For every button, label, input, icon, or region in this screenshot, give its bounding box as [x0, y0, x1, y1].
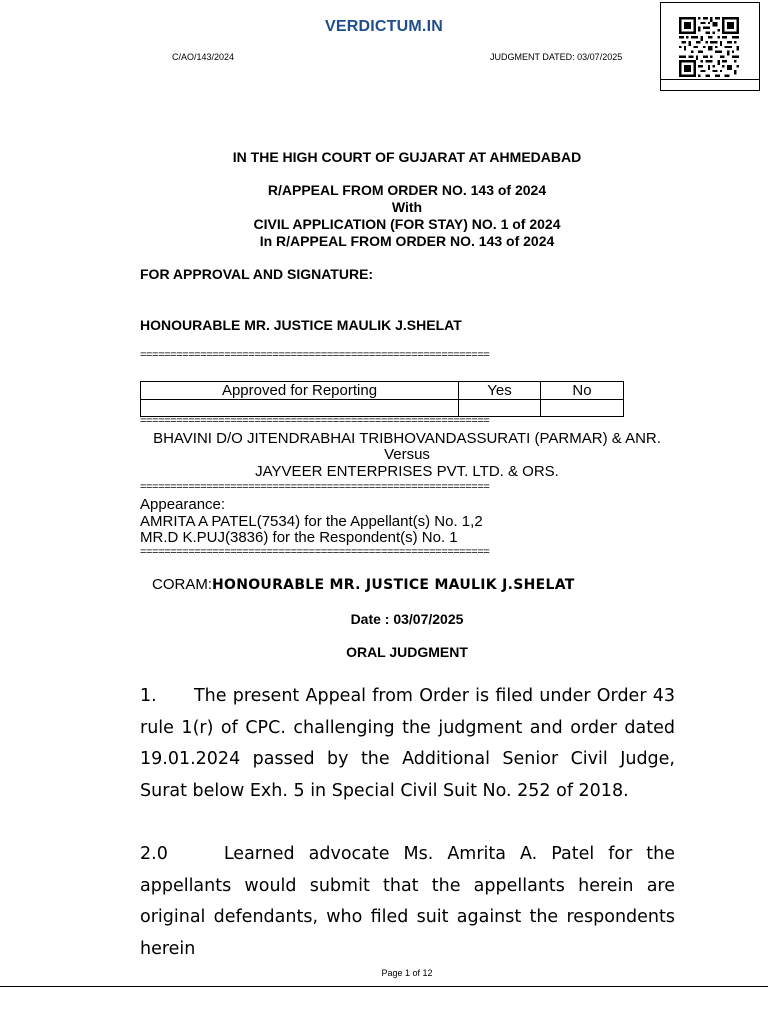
judgment-date: JUDGMENT DATED: 03/07/2025 — [490, 52, 623, 62]
appearance-label: Appearance: — [140, 496, 226, 513]
coram-label: CORAM: — [152, 576, 212, 593]
separator-rule: ========================================================== — [140, 547, 490, 558]
qr-box-divider — [661, 79, 759, 80]
respondent-party: JAYVEER ENTERPRISES PVT. LTD. & ORS. — [255, 463, 559, 480]
paragraph-1: 1. The present Appeal from Order is filed under Order 43 rule 1(r) of CPC. challenging the judgment and order dated 19.01.2024 passed by the Additional Senior Civil Judge, Surat below Exh. 5 in Special Civil Suit No. 252 of 2018. — [140, 686, 675, 801]
site-brand: VERDICTUM.IN — [325, 18, 443, 35]
footer-rule — [0, 986, 768, 987]
judgment-date-line: Date : 03/07/2025 — [350, 611, 464, 627]
no-cell — [541, 400, 624, 417]
respondent-counsel: MR.D K.PUJ(3836) for the Respondent(s) No. 1 — [140, 529, 458, 546]
yes-cell — [459, 400, 541, 417]
reporting-label: Approved for Reporting — [141, 382, 459, 400]
reporting-empty-cell — [141, 400, 459, 417]
coram-name: HONOURABLE MR. JUSTICE MAULIK J.SHELAT — [212, 577, 575, 593]
qr-code-box — [660, 2, 760, 91]
court-name: IN THE HIGH COURT OF GUJARAT AT AHMEDABAD — [232, 149, 582, 165]
coram-line — [152, 576, 575, 593]
approval-heading: FOR APPROVAL AND SIGNATURE: — [140, 266, 374, 282]
appellant-party: BHAVINI D/O JITENDRABHAI TRIBHOVANDASSURATI (PARMAR) & ANR. — [153, 430, 661, 447]
oral-judgment-heading: ORAL JUDGMENT — [346, 644, 468, 660]
yes-header: Yes — [459, 382, 541, 400]
qr-code-icon — [679, 17, 739, 77]
separator-rule: ========================================================== — [140, 416, 490, 427]
page-number: Page 1 of 12 — [381, 968, 433, 978]
with-label: With — [391, 199, 423, 215]
versus-label: Versus — [384, 446, 430, 463]
in-appeal: In R/APPEAL FROM ORDER NO. 143 of 2024 — [259, 233, 555, 249]
justice-name: HONOURABLE MR. JUSTICE MAULIK J.SHELAT — [140, 317, 462, 333]
reporting-table — [140, 381, 624, 417]
appellant-counsel: AMRITA A PATEL(7534) for the Appellant(s) No. 1,2 — [140, 513, 483, 530]
paragraph-2: 2.0 Learned advocate Ms. Amrita A. Patel for the appellants would submit that the appellants herein are original defendants, who filed suit against the respondents herein — [140, 844, 675, 959]
no-header: No — [541, 382, 624, 400]
civil-application: CIVIL APPLICATION (FOR STAY) NO. 1 of 2024 — [253, 216, 561, 232]
appeal-number: R/APPEAL FROM ORDER NO. 143 of 2024 — [267, 182, 547, 198]
case-number: C/AO/143/2024 — [172, 52, 235, 62]
separator-rule: ========================================================== — [140, 350, 490, 361]
separator-rule: ========================================================== — [140, 482, 490, 493]
